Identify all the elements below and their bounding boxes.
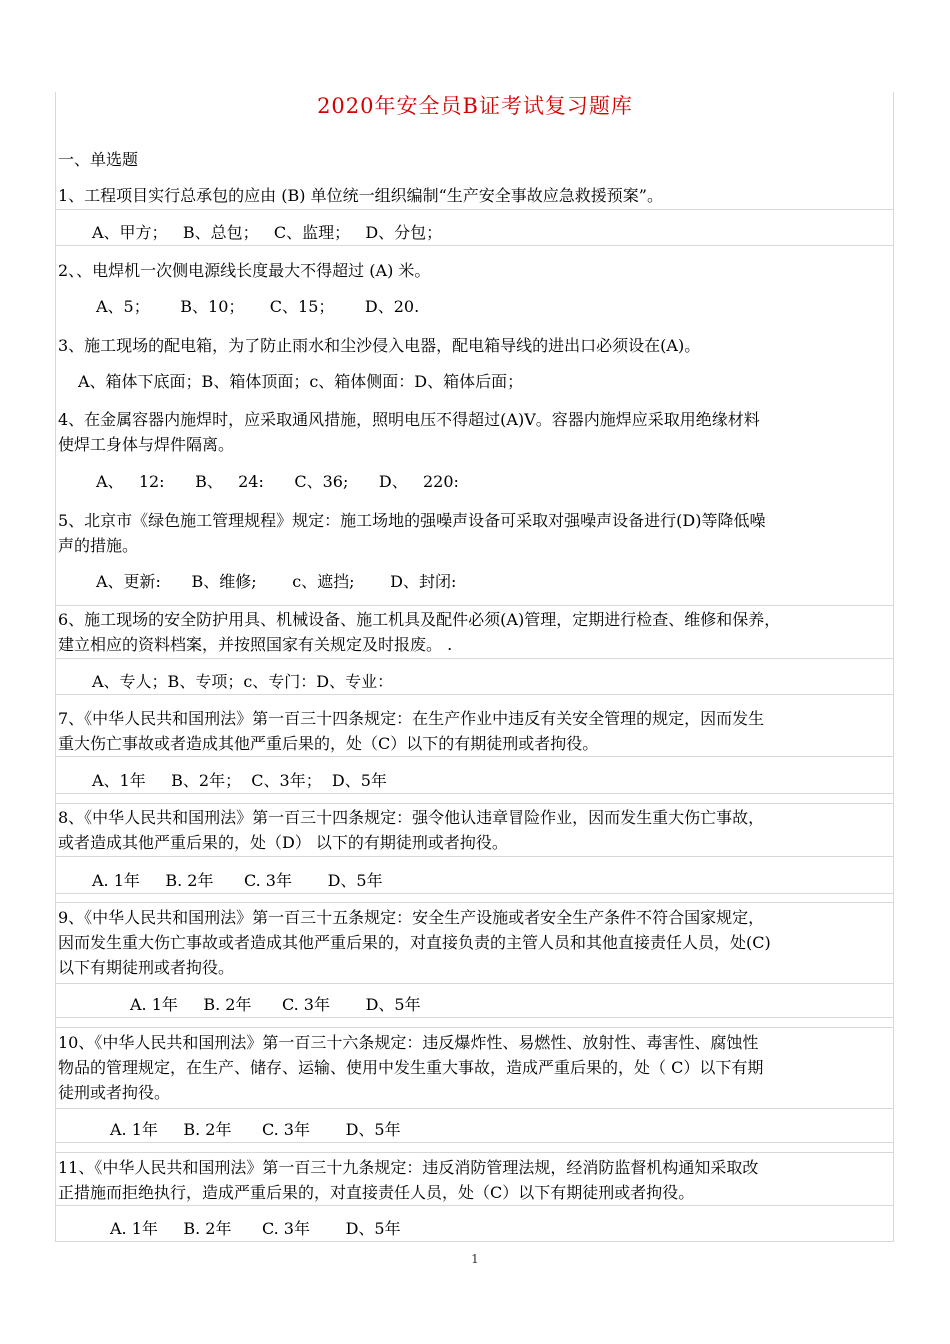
- question-9-options: A. 1年 B. 2年 C. 3年 D、5年: [130, 995, 421, 1014]
- question-6-line-1: 6、施工现场的安全防护用具、机械设备、施工机具及配件必须(A)管理，定期进行检查、维修和保养，: [58, 610, 781, 629]
- question-11-options: A. 1年 B. 2年 C. 3年 D、5年: [110, 1219, 401, 1238]
- question-4-line-2: 使焊工身体与焊件隔离。: [58, 435, 235, 454]
- document-title: 2020年安全员B证考试复习题库: [317, 94, 633, 118]
- question-2-text: 2、、电焊机一次侧电源线长度最大不得超过 (A) 米。: [58, 261, 431, 280]
- question-2-options: A、5； B、10； C、15； D、20.: [96, 297, 420, 316]
- question-11-line-2: 正措施而拒绝执行，造成严重后果的，对直接责任人员，处（C）以下有期徒刑或者拘役。: [58, 1183, 695, 1202]
- question-5-line-2: 声的措施。: [58, 536, 139, 555]
- question-1-text: 1、工程项目实行总承包的应由 (B) 单位统一组织编制“生产安全事故应急救援预案”。: [58, 186, 663, 205]
- question-7-line-2: 重大伤亡事故或者造成其他严重后果的，处（C）以下的有期徒刑或者拘役。: [58, 734, 599, 753]
- question-9-line-3: 以下有期徒刑或者拘役。: [58, 958, 235, 977]
- question-1-options: A、甲方； B、总包； C、监理； D、分包；: [92, 223, 443, 242]
- question-10-line-3: 徒刑或者拘役。: [58, 1083, 171, 1102]
- question-7-line-1: 7、《中华人民共和国刑法》第一百三十四条规定：在生产作业中违反有关安全管理的规定，因而发生: [58, 709, 765, 728]
- page-number: 1: [471, 1252, 479, 1266]
- question-8-line-2: 或者造成其他严重后果的，处（D） 以下的有期徒刑或者拘役。: [58, 833, 508, 852]
- question-10-options: A. 1年 B. 2年 C. 3年 D、5年: [110, 1120, 401, 1139]
- question-5-options: A、更新: B、维修; c、遮挡; D、封闭:: [96, 572, 457, 591]
- section-heading: 一、单选题: [58, 150, 139, 169]
- question-8-line-1: 8、《中华人民共和国刑法》第一百三十四条规定：强令他认违章冒险作业，因而发生重大伤亡事故，: [58, 808, 765, 827]
- question-8-options: A. 1年 B. 2年 C. 3年 D、5年: [92, 871, 383, 890]
- question-4-options: A、 12: B、 24: C、36; D、 220:: [96, 472, 459, 491]
- question-10-line-1: 10、《中华人民共和国刑法》第一百三十六条规定：违反爆炸性、易燃性、放射性、毒害性、腐蚀性: [58, 1033, 759, 1052]
- question-9-line-1: 9、《中华人民共和国刑法》第一百三十五条规定：安全生产设施或者安全生产条件不符合国家规定，: [58, 908, 765, 927]
- question-3-options: A、箱体下底面；B、箱体顶面；c、箱体侧面：D、箱体后面；: [78, 372, 524, 391]
- question-10-line-2: 物品的管理规定，在生产、储存、运输、使用中发生重大事故，造成严重后果的，处（ C）以下有期: [58, 1058, 764, 1077]
- question-6-options: A、专人；B、专项；c、专门：D、专业：: [92, 672, 394, 691]
- question-5-line-1: 5、北京市《绿色施工管理规程》规定：施工场地的强噪声设备可采取对强噪声设备进行(D)等降低噪: [58, 511, 766, 530]
- question-9-line-2: 因而发生重大伤亡事故或者造成其他严重后果的，对直接负责的主管人员和其他直接责任人员，处(C): [58, 933, 771, 952]
- question-3-text: 3、施工现场的配电箱，为了防止雨水和尘沙侵入电器，配电箱导线的进出口必须设在(A)。: [58, 336, 701, 355]
- question-7-options: A、1年 B、2年； C、3年； D、5年: [92, 771, 387, 790]
- question-11-line-1: 11、《中华人民共和国刑法》第一百三十九条规定：违反消防管理法规，经消防监督机构通知采取改: [58, 1158, 759, 1177]
- question-6-line-2: 建立相应的资料档案，并按照国家有关规定及时报废。 .: [58, 635, 453, 654]
- question-4-line-1: 4、在金属容器内施焊时，应采取通风措施，照明电压不得超过(A)V。容器内施焊应采取用绝缘材料: [58, 410, 760, 429]
